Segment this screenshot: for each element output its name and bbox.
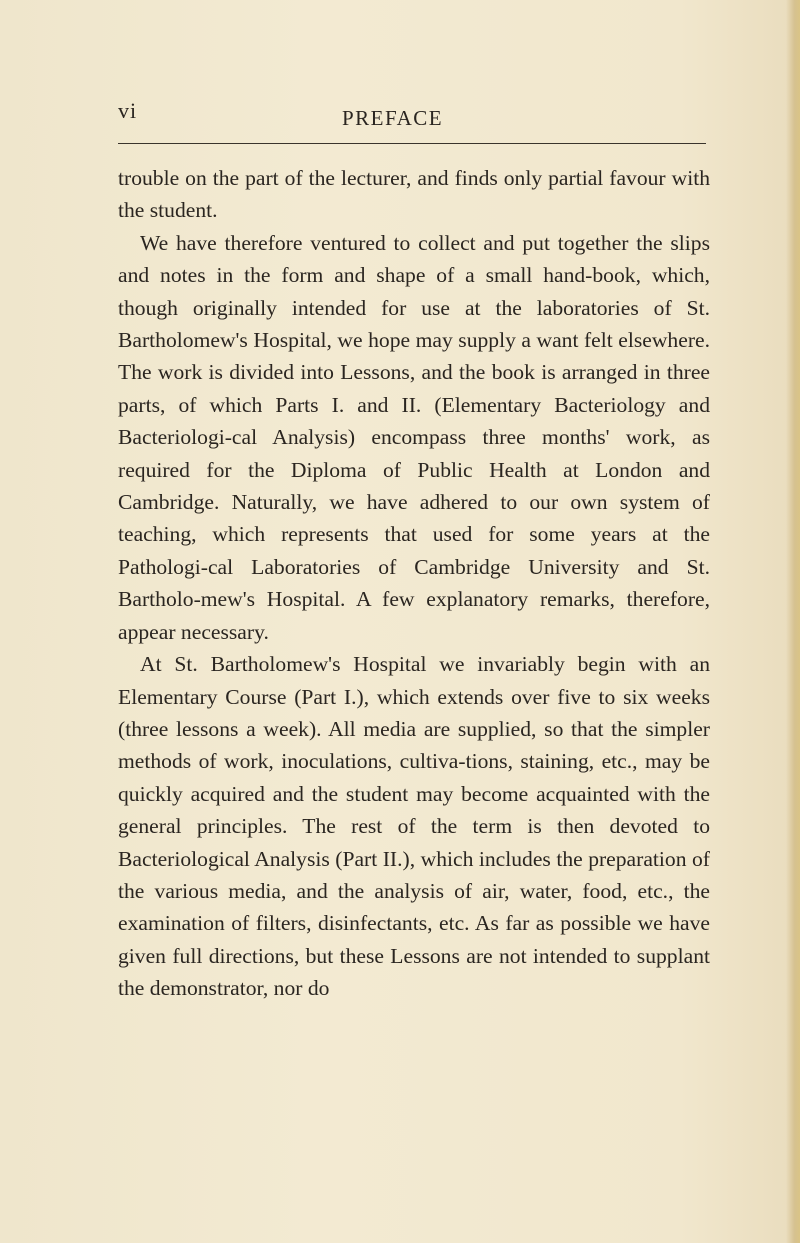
header-rule bbox=[118, 143, 706, 144]
page-number: vi bbox=[118, 98, 138, 123]
paragraph: At St. Bartholomew's Hospital we invariably begin with an Elementary Course (Part I.), which extends over five to six weeks (three lessons a week). All media are supplied, so that the simpler methods of work, inoculations, cultiva-tions, staining, etc., may be quickly acquired and the student may become acquainted with the general principles. The rest of the term is then devoted to Bacteriological Analysis (Part II.), which includes the preparation of the various media, and the analysis of air, water, food, etc., the examination of filters, disinfectants, etc. As far as possible we have given full directions, but these Lessons are not intended to supplant the demonstrator, nor do bbox=[118, 652, 710, 1001]
body-text bbox=[118, 162, 710, 1005]
page-edge-shading bbox=[786, 0, 800, 1243]
running-title: PREFACE bbox=[342, 106, 444, 130]
paragraph: We have therefore ventured to collect and put together the slips and notes in the form and shape of a small hand-book, which, though originally intended for use at the laboratories of St. Bartholomew's Hospital, we hope may supply a want felt elsewhere. The work is divided into Lessons, and the book is arranged in three parts, of which Parts I. and II. (Elementary Bacteriology and Bacteriologi-cal Analysis) encompass three months' work, as required for the Diploma of Public Health at London and Cambridge. Naturally, we have adhered to our own system of teaching, which represents that used for some years at the Pathologi-cal Laboratories of Cambridge University and St. Bartholo-mew's Hospital. A few explanatory remarks, therefore, appear necessary. bbox=[118, 230, 710, 644]
paragraph-continued: trouble on the part of the lecturer, and finds only partial favour with the student. bbox=[118, 166, 710, 223]
